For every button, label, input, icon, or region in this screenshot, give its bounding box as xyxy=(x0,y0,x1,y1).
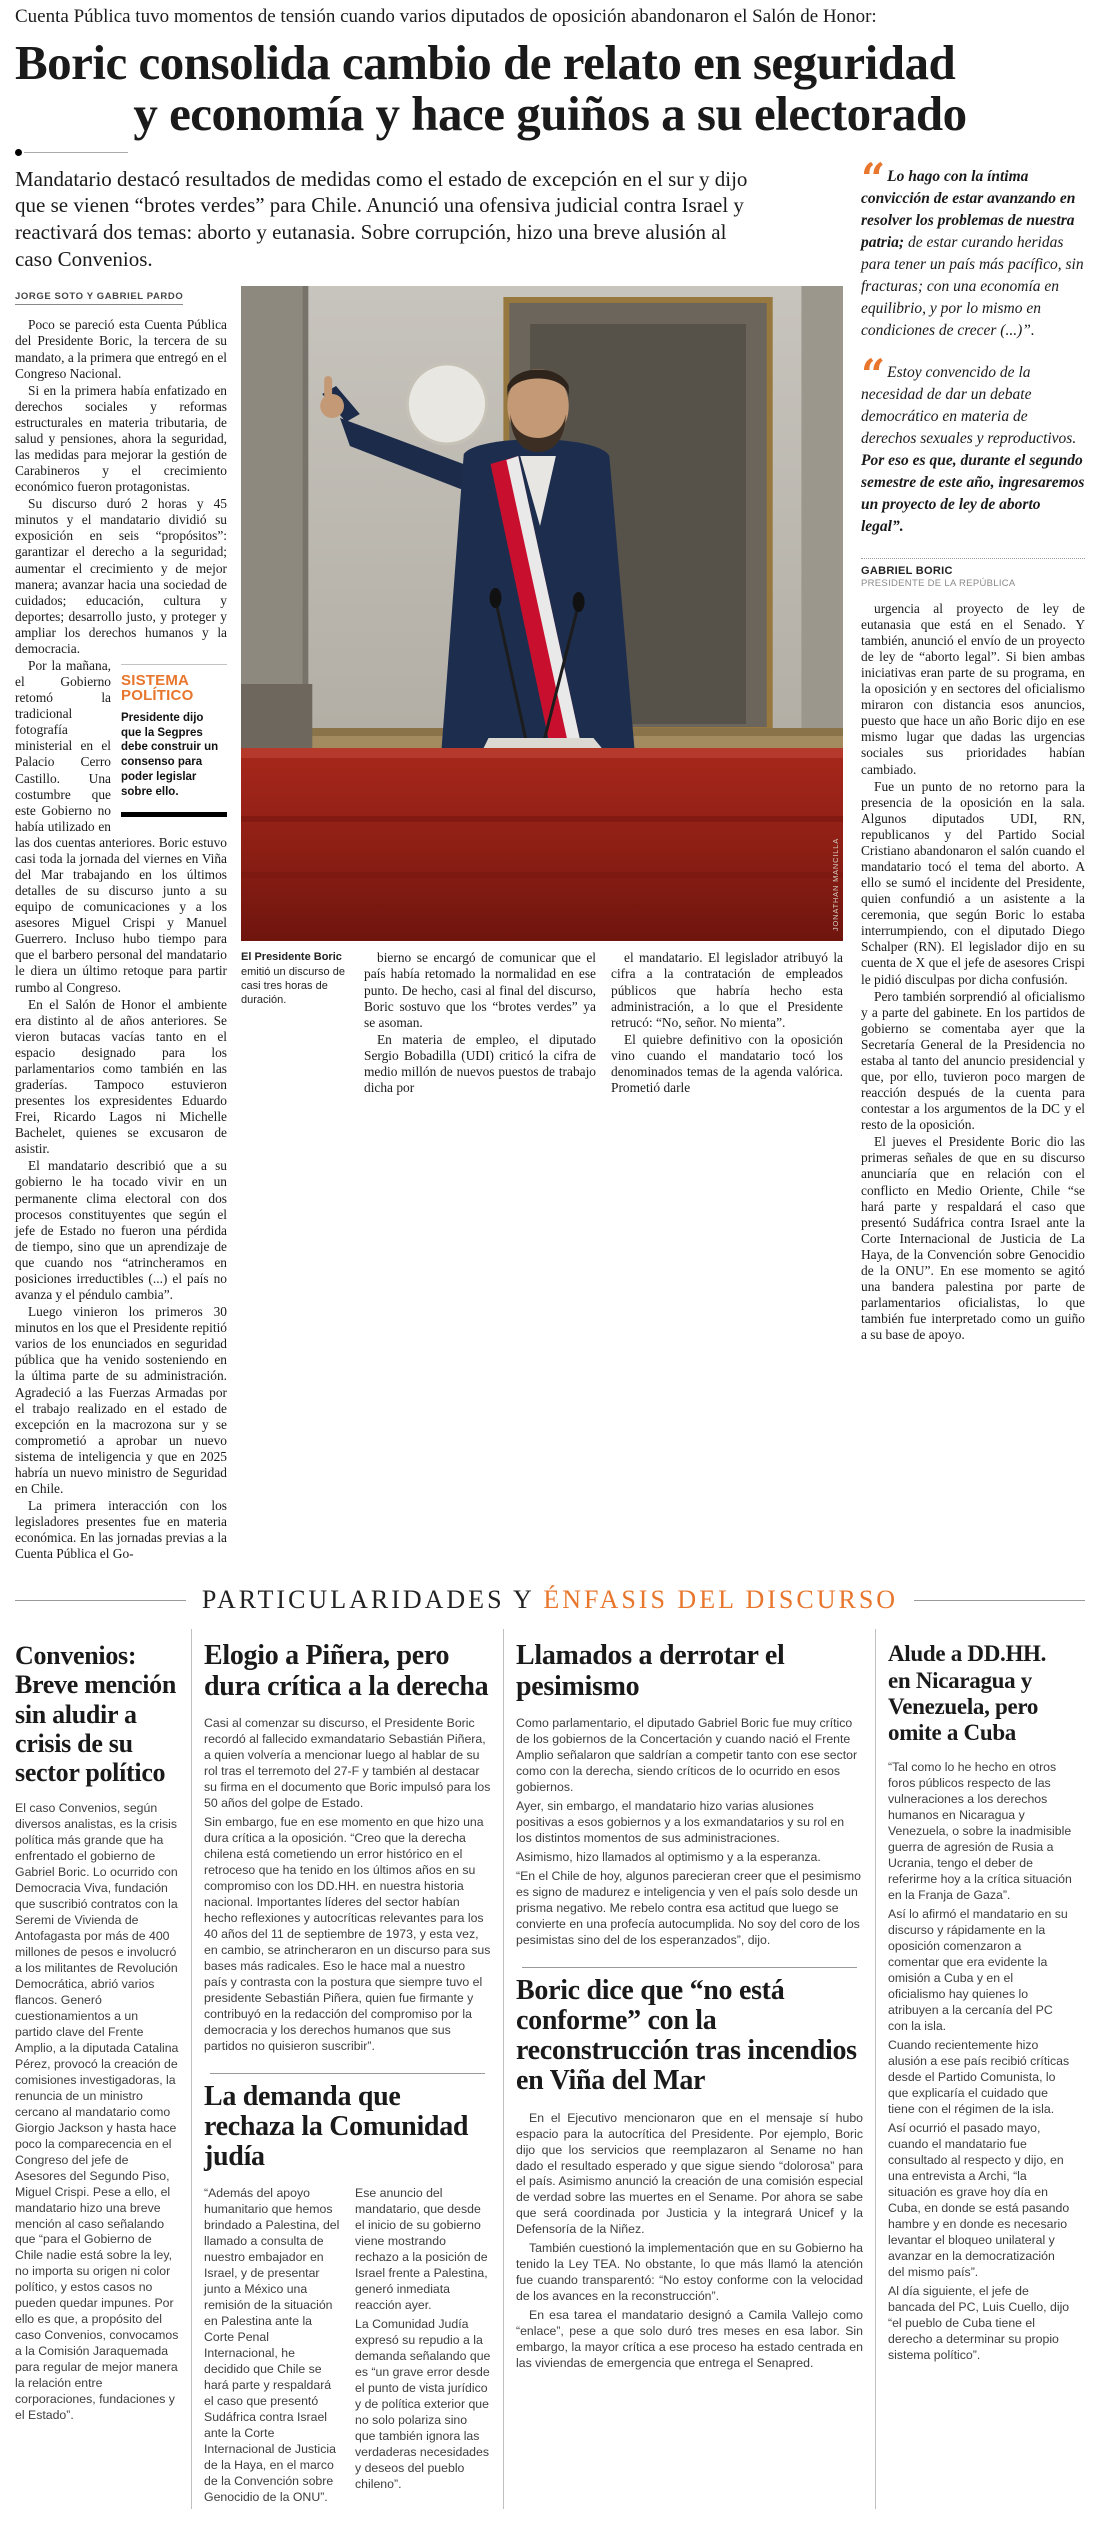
paragraph: Cuando recientemente hizo alusión a ese país recibió críticas desde el Partido Comunista, lo que explicaría el cuidado que tiene con el régimen de la isla. xyxy=(888,2037,1070,2116)
paragraph: En el Salón de Honor el ambiente era distinto al de años anteriores. Se vieron butacas vacías tanto en el espacio designado para los parlamentarios como también en las graderías. Tampoco estuvieron presentes los expresidentes Eduardo Frei, Ricardo Lagos ni Michelle Bachelet, quienes se excusaron de asistir. xyxy=(15,996,227,1157)
article-body-mid-a xyxy=(364,950,611,1097)
paragraph: Sin embargo, fue en ese momento en que hizo una dura crítica a la oposición. “Creo que la derecha chilena está cometiendo un error histórico en el retroceso que ha tenido en los últimos años en su compromiso con los DD.HH. en nuestra historia nacional. Importantes líderes del sector habían hecho reflexiones y autocríticas relevantes para los 40 años del 11 de septiembre de 1973, y esta vez, en cambio, se atrincheraron en un discurso para sus bases más radicales. Eso le hace mal a nuestro país y contrasta con la postura que siempre tuvo el presidente Sebastián Piñera, quien fue firmante y contribuyó en la redacción del compromiso por la democracia y los derechos humanos que sus partidos no quisieron suscribir”. xyxy=(204,1814,491,2053)
article-title: Convenios: Breve mención sin aludir a crisis de su sector político xyxy=(15,1641,176,1787)
caption-text: emitió un discurso de casi tres horas de duración. xyxy=(241,965,345,1007)
paragraph: Si en la primera había enfatizado en derechos sociales y reformas estructurales en materia tributaria, de salud y pensiones, ahora la seguridad, las medidas para mejorar la gestión de Carabineros y el crecimiento económico fueron protagonistas. xyxy=(15,382,227,495)
article-body xyxy=(204,1716,491,2055)
paragraph: Casi al comenzar su discurso, el Presidente Boric recordó al fallecido exmandatario Sebastián Piñera, a quien volvería a mencionar luego al hablar de su rol tras el terremoto del 27-F y también al destacar su firma en el documento que Boric impulsó para los 50 años del golpe de Estado. xyxy=(204,1715,491,1810)
bottom-section xyxy=(15,1629,1085,2509)
paragraph: Al día siguiente, el jefe de bancada del PC, Luis Cuello, dijo “el pueblo de Cuba tiene el derecho a determinar su propio sistema político”. xyxy=(888,2283,1070,2362)
sistema-title-line2: POLÍTICO xyxy=(121,687,194,705)
quote2-lead: Estoy convencido de la necesidad de dar un debate democrático en materia de derechos sexuales y reproductivos. xyxy=(861,363,1077,447)
deck: Mandatario destacó resultados de medidas como el estado de excepción en el sur y dijo que se vienen “brotes verdes” para Chile. Anunció una ofensiva judicial contra Israel y reactivará dos temas: aborto y eutanasia. Sobre corrupción, hizo una breve alusión al caso Convenios. xyxy=(15,166,748,271)
paragraph: El caso Convenios, según diversos analistas, es la crisis política más grande que ha enfrentado el gobierno de Gabriel Boric. Lo ocurrido con Democracia Viva, fundación que suscribió contratos con la Seremi de Vivienda de Antofagasta por más de 400 millones de pesos e involucró a los militantes de Revolución Democrática, abrió varios flancos. Generó cuestionamientos a un partido clave del Frente Amplio, a la diputada Catalina Pérez, provocó la creación de comisiones investigadoras, la renuncia de un ministro cercano al mandatario como Giorgio Jackson y hasta hace poco la comparecencia en el Congreso del jefe de Asesores del Segundo Piso, Miguel Crispi. Pese a ello, el mandatario hizo una breve mención al caso señalando que “para el Gobierno de Chile nadie está sobre la ley, no importa su origen ni color político, y estos casos no pueden quedar impunes. Por ello es que, a propósito del caso Convenios, convocamos a la Comisión Jaraquemada para regular de mejor manera la relación entre corporaciones, fundaciones y el Estado”. xyxy=(15,1800,179,2423)
top-layout xyxy=(15,153,1085,1564)
paragraph: Su discurso duró 2 horas y 45 minutos y el mandatario dividió su exposición en seis “propósitos”: garantizar el derecho a la seguridad; aumentar el crecimiento y de mejor manera; avanzar hacia una sociedad de cuidados; educación, cultura y deportes; desarrollo justo, y proteger y ampliar los derechos humanos y la democracia. xyxy=(15,496,227,656)
byline: JORGE SOTO Y GABRIEL PARDO xyxy=(15,291,183,305)
headline-line2: y economía y hace guiños a su electorado xyxy=(133,86,967,142)
paragraph: Asimismo, hizo llamados al optimismo y a la esperanza. xyxy=(516,1849,821,1864)
article-left-column xyxy=(15,286,241,1563)
kicker: Cuenta Pública tuvo momentos de tensión cuando varios diputados de oposición abandonaron el Salón de Honor: xyxy=(15,6,877,27)
pull-quote-1 xyxy=(861,153,1085,342)
article-body xyxy=(888,1760,1073,2363)
caption-bold: El Presidente Boric xyxy=(241,951,342,964)
paragraph: El jueves el Presidente Boric dio las primeras señales de que en su discurso anunciaría que en relación con el conflicto en Medio Oriente, Chile “se hará parte y respaldará el caso que presentó Sudáfrica contra Israel ante la Corte Internacional de Justicia de La Haya, de la Convención sobre Genocidio de la ONU”. En ese momento se agitó una bandera palestina por parte de parlamentarios oficialistas, lo que también fue interpretado como un guiño a su base de apoyo. xyxy=(861,1134,1085,1343)
article-body xyxy=(516,2111,863,2373)
paragraph: urgencia al proyecto de ley de eutanasia que está en el Senado. Y también, anunció el envío de un proyecto de ley de “aborto legal”. Si bien ambas iniciativas eran parte de su programa, en la oposición y en sectores del oficialismo miraron con distancia esos anuncios, puesto que hace un año Boric dijo en ese mismo lugar que dadas las urgencias sociales sus prioridades habían cambiado. xyxy=(861,600,1085,777)
photo-zone xyxy=(241,286,843,1563)
paragraph: Fue un punto de no retorno para la presencia de la oposición en la sala. Algunos diputados UDI, RN, republicanos y del Partido Social Cristiano abandonaron el salón cuando el mandatario tocó el tema del aborto. A ello se sumó el incidente del Presidente, quien confundió a un asistente a la ceremonia, que según Boric lo estaba interrumpiendo, con el diputado Diego Schalper (RN). El legislador dijo en su cuenta de X que el jefe de asesores Crispi le pidió disculpas por dicha confusión. xyxy=(861,778,1085,987)
paragraph: el mandatario. El legislador atribuyó la cifra a la contratación de empleados públicos que habría hecho esta administración, a lo que el Presidente retrucó: “No, señor. No mienta”. xyxy=(611,950,843,1030)
paragraph: bierno se encargó de comunicar que el país había retomado la normalidad en ese punto. De hecho, casi al final del discurso, Boric sostuvo que los “brotes verdes” ya se asoman. xyxy=(364,950,596,1030)
divider-line xyxy=(24,152,128,153)
section-rule-left xyxy=(15,1600,186,1601)
article-title: Boric dice que “no está conforme” con la reconstrucción tras incendios en Viña del Mar xyxy=(516,1974,857,2097)
boric-speech-photo xyxy=(241,286,843,941)
article-title: Elogio a Piñera, pero dura crítica a la derecha xyxy=(204,1640,489,1702)
headline-line1: Boric consolida cambio de relato en seguridad xyxy=(15,34,956,90)
paragraph: “Además del apoyo humanitario que hemos brindado a Palestina, del llamado a consulta de nuestro embajador en Israel, y de presentar junto a México una remisión de la situación en Palestina ante la Corte Penal Internacional, he decidido que Chile se hará parte y respaldará el caso que presentó Sudáfrica contra Israel ante la Corte Internacional de Justicia de la Haya, en el marco de la Convención sobre Genocidio de la ONU”. xyxy=(204,2186,340,2504)
paragraph: Como parlamentario, el diputado Gabriel Boric fue muy crítico de los gobiernos de la Concertación y cuando nació el Frente Amplio señalaron que saldrían a competir tanto con ese sector como con la derecha, siendo críticos de lo ocurrido en esos gobiernos. xyxy=(516,1715,858,1794)
paragraph: El quiebre definitivo con la oposición vino cuando el mandatario tocó los denominados temas de la agenda valórica. Prometió darle xyxy=(611,1031,843,1095)
paragraph: En esa tarea el mandatario designó a Camila Vallejo como “enlace”, pese a que solo duró tres meses en esa labor. Sin embargo, la mayor crítica a ese proceso ha estado centrada en las viviendas de emergencia que entrega el Senapred. xyxy=(516,2308,863,2371)
quote1-rest: de estar curando heridas para tener un país más pacífico, sin fracturas; con una economía en equilibrio, y por lo mismo en condiciones de crecer (...)”. xyxy=(861,233,1084,339)
article-body-two-columns xyxy=(204,2186,491,2509)
subcolumn-right xyxy=(355,2186,491,2509)
paragraph: Ayer, sin embargo, el mandatario hizo varias alusiones positivas a esos gobiernos y a los exmandatarios y su rol en los distintos momentos de sus administraciones. xyxy=(516,1798,845,1845)
main-headline xyxy=(15,34,1085,142)
paragraph: La Comunidad Judía expresó su repudio a la demanda señalando que es “un grave error desde el punto de vista jurídico y de política exterior que no solo polariza sino que también ignora las verdaderas necesidades y deseos del pueblo chileno”. xyxy=(355,2317,491,2491)
paragraph: Pero también sorprendió al oficialismo y a parte del gabinete. En los partidos de gobierno se comentaba ayer que la Secretaría General de la Presidencia no estaba al tanto del anuncio presidencial y que, por ello, tuvieron poco margen de reacción después de la cuenta para contestar a los argumentos de la DC y el resto de la oposición. xyxy=(861,988,1085,1133)
article-body xyxy=(516,1716,863,1949)
article-body xyxy=(15,1801,179,2424)
sistema-box-body: Presidente dijo que la Segpres debe construir un consenso para poder legislar sobre ello. xyxy=(121,711,219,799)
article-zone xyxy=(15,164,843,1564)
pull-quote-2 xyxy=(861,349,1085,538)
attribution-role: PRESIDENTE DE LA REPÚBLICA xyxy=(861,577,1016,589)
paragraph: Poco se pareció esta Cuenta Pública del Presidente Boric, la tercera de su mandato, a la primera que entregó en el Congreso Nacional. xyxy=(15,317,227,381)
paragraph: Luego vinieron los primeros 30 minutos en los que el Presidente repitió varios de los enunciados en seguridad pública que ha venido sosteniendo en la última parte de su administración. Agradeció a las Fuerzas Armadas por el trabajo realizado en el estado de excepción en la macrozona sur y se comprometió a aprobar un nuevo sistema de inteligencia y que en 2025 habría un nuevo ministro de Seguridad en Chile. xyxy=(15,1304,227,1496)
photo-credit: JONATHAN MANCILLA xyxy=(831,838,840,932)
paragraph: “Tal como lo he hecho en otros foros públicos respecto de las vulneraciones a los derechos humanos en Nicaragua y Venezuela, o sobre la inadmisible guerra de agresión de Rusia a Ucrania, tengo el deber de referirme hoy a la crítica situación en la Franja de Gaza”. xyxy=(888,1760,1072,1903)
quote1-bold: Lo hago con la íntima convicción de estar avanzando en resolver los problemas de nuestra patria; xyxy=(861,167,1076,251)
article-title: Llamados a derrotar el pesimismo xyxy=(516,1640,785,1702)
paragraph: El mandatario describió que a su gobierno le ha tocado vivir en un permanente clima electoral con dos procesos constituyentes que según el jefe de Estado no fueron una pérdida de tiempo, sino que un aprendizaje de que cuando nos “atrincheramos en posiciones irreductibles (...) el país no avanza y el péndulo cambia”. xyxy=(15,1158,227,1303)
article-divider xyxy=(522,1967,857,1968)
article-title: Alude a DD.HH. en Nicaragua y Venezuela, pero omite a Cuba xyxy=(888,1641,1047,1746)
article-divider xyxy=(210,2073,485,2074)
quote-mark-icon: “ xyxy=(861,349,883,399)
attribution-name: GABRIEL BORIC xyxy=(861,564,953,577)
article-body-right xyxy=(861,601,1085,1344)
section-rule-right xyxy=(914,1600,1085,1601)
bottom-col-convenios xyxy=(15,1629,191,2509)
bullet-dot-icon xyxy=(15,149,22,156)
article-title: La demanda que rechaza la Comunidad judía xyxy=(204,2080,469,2172)
paragraph: Ese anuncio del mandatario, que desde el inicio de su gobierno viene mostrando rechazo a la posición de Israel frente a Palestina, generó inmediata reacción ayer. xyxy=(355,2186,488,2313)
article-body-mid-b xyxy=(611,950,843,1097)
sistema-politico-box xyxy=(121,664,227,817)
section-title xyxy=(202,1585,898,1615)
section-title-plain: PARTICULARIDADES Y xyxy=(201,1585,534,1615)
paragraph: La primera interacción con los legisladores presentes fue en materia económica. En las jornadas previas a la Cuenta Pública el Go- xyxy=(15,1498,227,1562)
sistema-box-title xyxy=(121,673,227,704)
paragraph: “En el Chile de hoy, algunos parecieran creer que el pesimismo es signo de madurez e inteligencia y ven el país solo desde un prisma negativo. Me rebelo contra esa actitud que luego se convierte en una profecía autocumplida. No soy del coro de los pesimistas sino del de los esperanzados”, dijo. xyxy=(516,1868,861,1947)
quote-mark-icon: “ xyxy=(861,153,883,203)
section-title-accent: ÉNFASIS DEL DISCURSO xyxy=(543,1585,899,1615)
bottom-col-pinera xyxy=(191,1629,503,2509)
paragraph: También cuestionó la implementación que en su Gobierno ha tenido la Ley TEA. No obstante, lo que más llamó la atención fue cuando transparentó: “No estoy conforme con la velocidad de los avances en la reconstrucción”. xyxy=(516,2241,863,2304)
paragraph: Así ocurrió el pasado mayo, cuando el mandatario fue consultado al respecto y dijo, en una entrevista a Archi, “la situación es grave hoy día en Cuba, en donde se está pasando hambre y en donde es necesario levantar el bloqueo unilateral y avanzar en la democratización del mismo país”. xyxy=(888,2120,1070,2279)
paragraph: En el Ejecutivo mencionaron que en el mensaje sí hubo espacio para la autocrítica del Presidente. Por ejemplo, Boric dijo que los servicios que reemplazaron al Sename no han dado el resultado esperado y que sigue siendo “dolorosa” para el país. Asimismo anunció la creación de una comisión especial de verdad sobre las muertes en el Sename. Por ahora se sabe que será coordinada por Justicia y la integrará Unicef y la Defensoría de la Niñez. xyxy=(516,2110,863,2237)
bottom-col-ddhh xyxy=(875,1629,1085,2509)
quote2-bold: Por eso es que, durante el segundo semestre de este año, ingresaremos un proyecto de ley de aborto legal”. xyxy=(861,451,1085,535)
paragraph: En materia de empleo, el diputado Sergio Bobadilla (UDI) criticó la cifra de medio millón de nuevos puestos de trabajo dicha por xyxy=(364,1031,596,1095)
section-header xyxy=(15,1585,1085,1615)
paragraph: Así lo afirmó el mandatario en su discurso y rápidamente en la oposición comenzaron a comentar que era evidente la omisión a Cuba y en el oficialismo hay quienes lo atribuyen a la cercanía del PC con la isla. xyxy=(888,1907,1068,2033)
quote-attribution xyxy=(861,558,1085,589)
right-column xyxy=(843,153,1085,1564)
article-body-left xyxy=(15,317,227,1562)
sistema-title-line1: SISTEMA xyxy=(121,671,190,689)
article-columns xyxy=(15,286,843,1563)
main-photo xyxy=(241,286,843,941)
subcolumn-left xyxy=(204,2186,340,2509)
paragraph: Por la mañana, el Gobierno retomó la tradicional fotografía ministerial en el Palacio Cerro Castillo. Una costumbre que este Gobierno no había utilizado en las dos cuentas anteriores. Boric estuvo casi toda la jornada del viernes en Viña del Mar trabajando en los últimos detalles de su discurso junto a su equipo de comunicaciones y a los asesores Miguel Crispi y Manuel Guerrero. Incluso hubo tiempo para que el barbero personal del mandatario le diera un último retoque para partir rumbo al Congreso. xyxy=(15,657,227,995)
headline-divider xyxy=(15,146,1085,160)
photo-caption xyxy=(241,950,364,1097)
below-photo-columns xyxy=(241,950,843,1097)
bottom-col-pesimismo xyxy=(503,1629,875,2509)
